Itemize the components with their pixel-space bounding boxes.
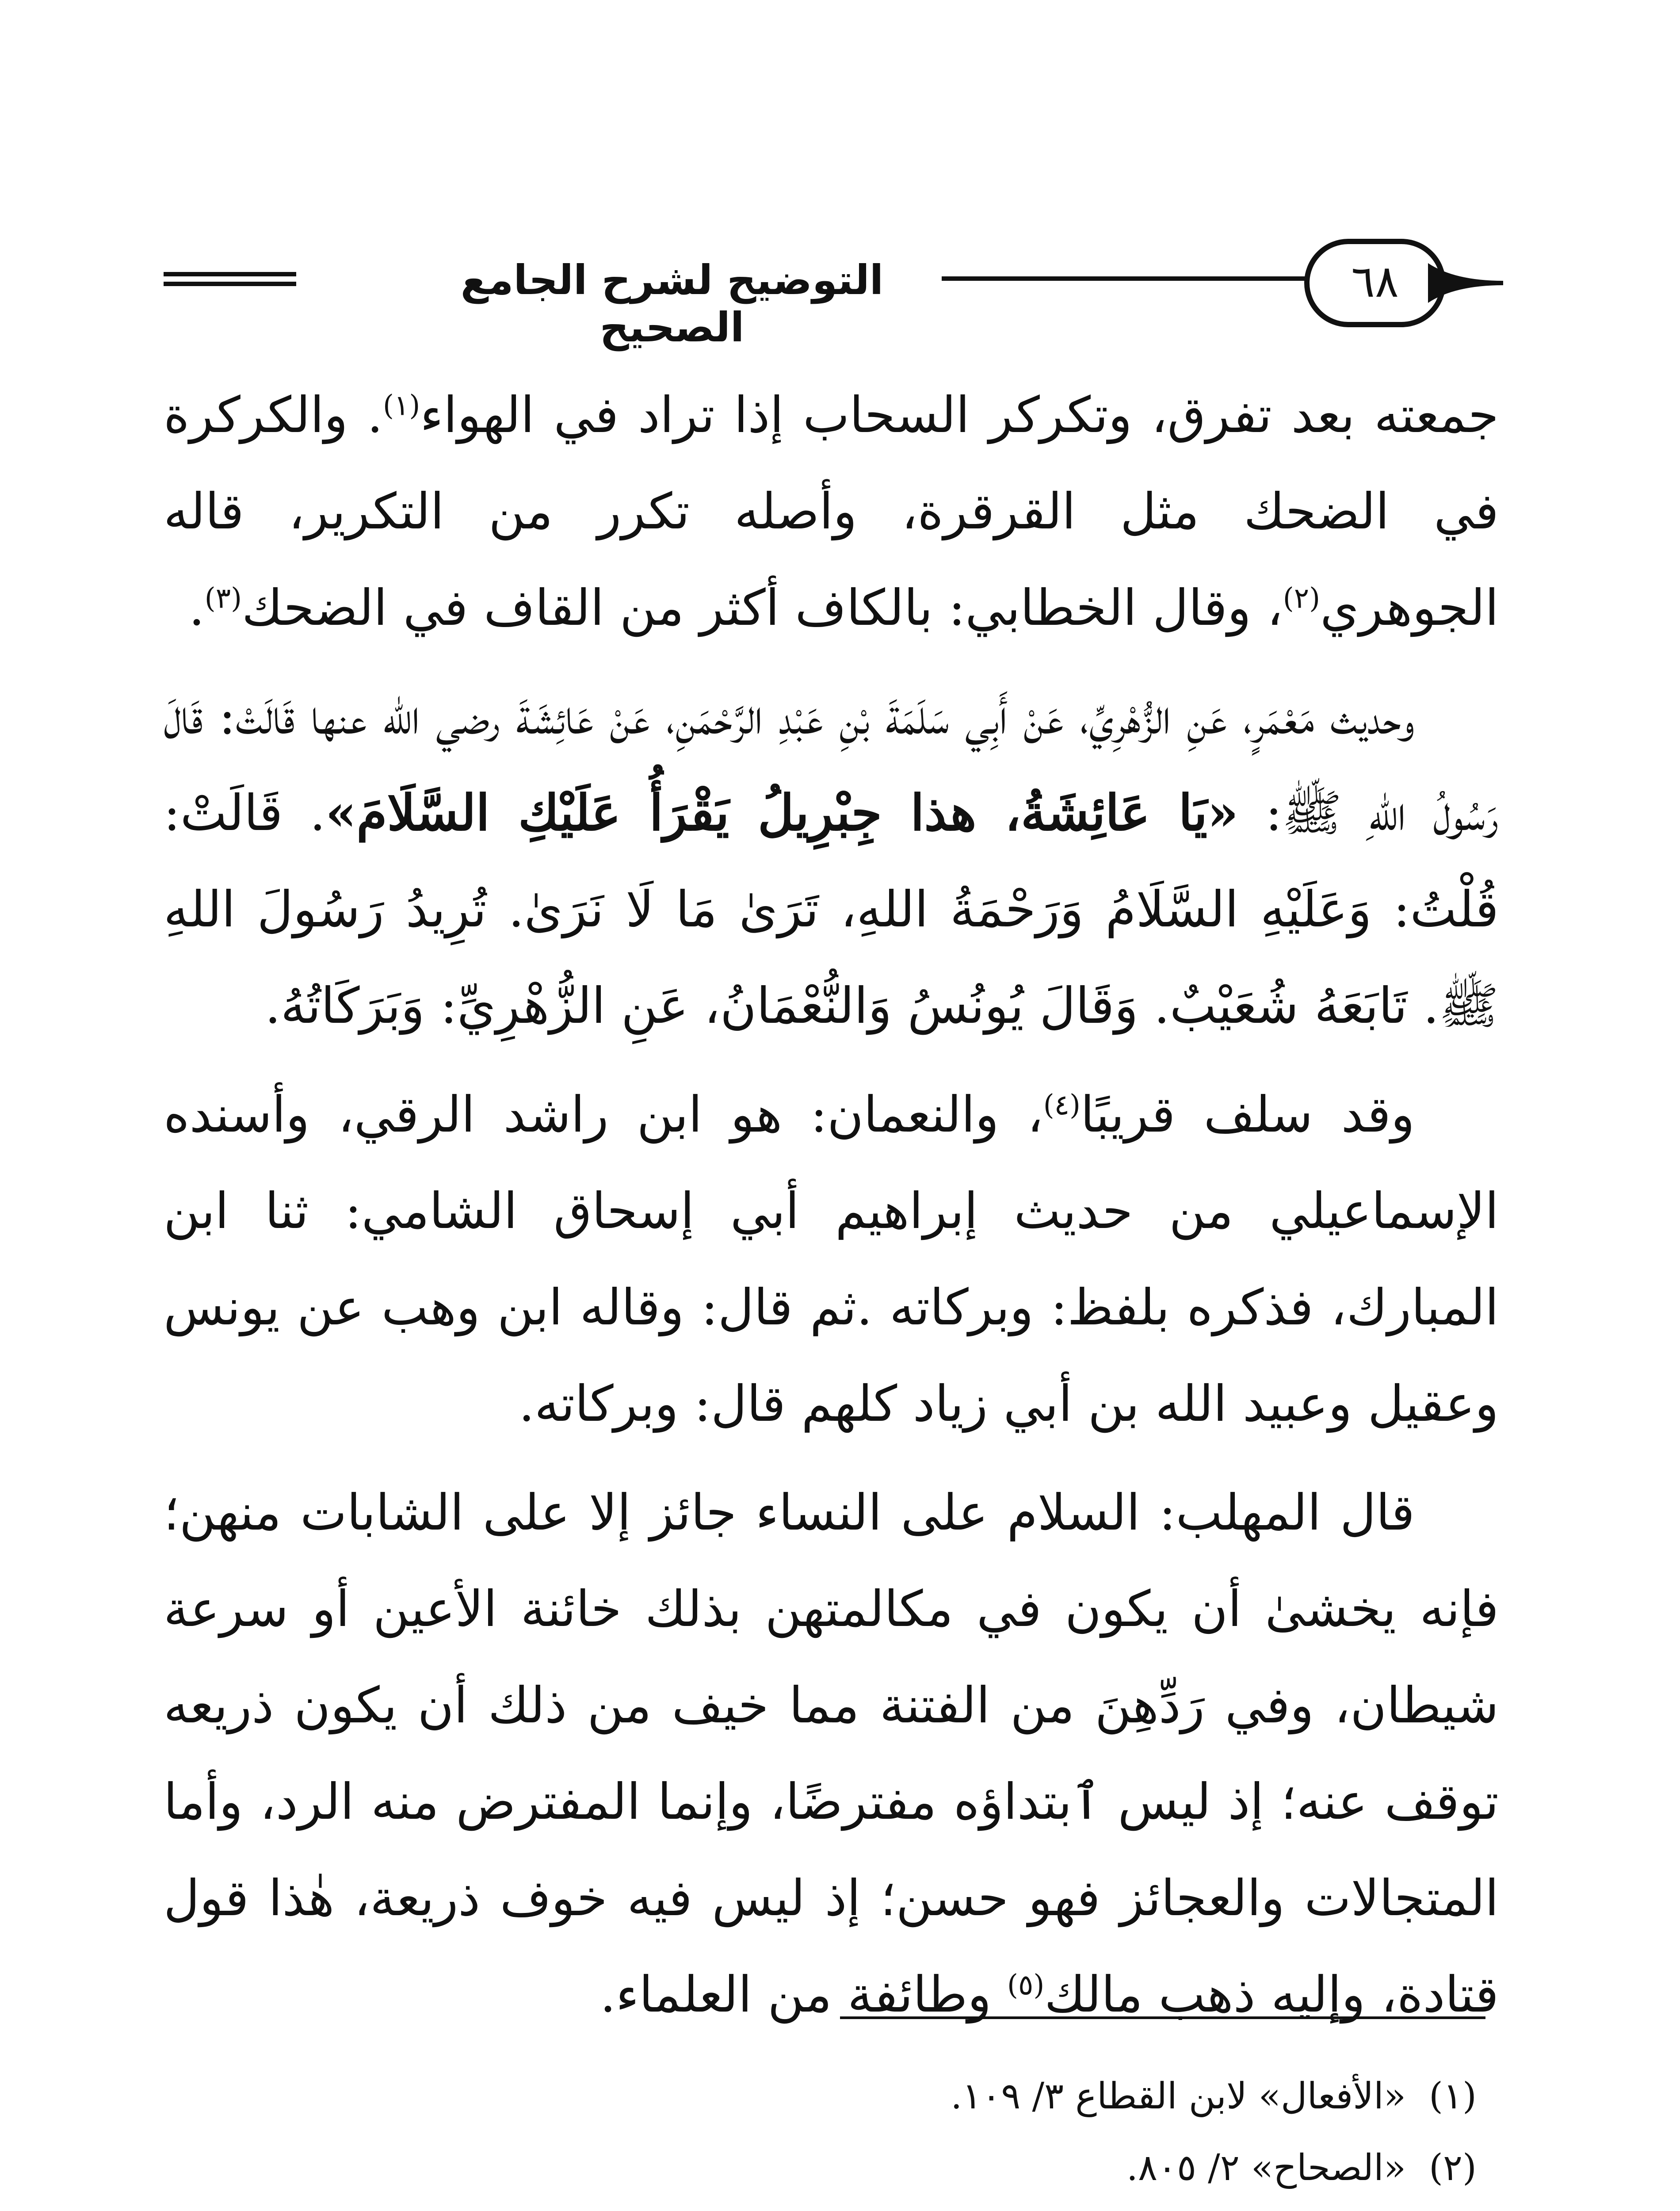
p2-text-2: . قَالَتْ: قُلْتُ: وَعَلَيْهِ السَّلَامُ وَرَحْمَةُ اللهِ، تَرَىٰ مَا لَا نَرَىٰ. تُرِيدُ رَسُولَ اللهِ ﷺ. تَابَعَهُ شُعَيْبٌ. وَقَالَ يُونُسُ وَالنُّعْمَانُ، عَنِ الزُّهْرِيِّ: وَبَرَكَاتُهُ. <box>164 784 1499 1035</box>
footnote-text <box>531 2204 1406 2211</box>
paragraph-3 <box>164 1067 1499 1452</box>
p3-text-2: ، والنعمان: هو ابن راشد الرقي، وأسنده الإسماعيلي من حديث إبراهيم أبي إسحاق الشامي: ثنا ابن المبارك، فذكره بلفظ: وبركاته .ثم قال: وقاله ابن وهب عن يونس وعقيل وعبيد الله بن أبي زياد كلهم قال: وبركاته. <box>164 1086 1499 1433</box>
p1-text-4: . <box>189 579 205 637</box>
header-ornament-icon <box>1428 254 1503 312</box>
header-rule-middle <box>942 276 1309 281</box>
paragraph-2-hadith <box>164 669 1499 1054</box>
footnote-3 <box>531 2204 1477 2211</box>
paragraph-4 <box>164 1465 1499 2043</box>
p3-text-1: وقد سلف قريبًا <box>1081 1086 1415 1144</box>
footnote-number: (١) <box>1428 2075 1477 2117</box>
p1-text-3: ، وقال الخطابي: بالكاف أكثر من القاف في الضحك <box>242 579 1283 637</box>
footnote-text: «الأفعال» لابن القطاع ٣/ ١٠٩. <box>951 2075 1406 2117</box>
p2-hadith-quote: «يَا عَائِشَةُ، هذا جِبْرِيلُ يَقْرَأُ عَلَيْكِ السَّلَامَ» <box>325 784 1239 842</box>
page-number: ٦٨ <box>1351 256 1399 307</box>
p2-text-1: وحديث مَعْمَرٍ، عَنِ الزُّهْرِيِّ، عَنْ أَبِي سَلَمَةَ بْنِ عَبْدِ الرَّحْمَنِ، عَنْ عَائِشَةَ رضي الله عنها قَالَتْ: قَالَ رَسُولُ اللهِ ﷺ: <box>164 688 1499 842</box>
footnote-number <box>1406 2204 1477 2211</box>
footnote-number: (٢) <box>1428 2147 1477 2189</box>
header-title: التوضيح لشرح الجامع الصحيح <box>460 256 884 351</box>
footnotes <box>531 2061 1477 2211</box>
p1-text-2: . والكركرة في الضحك مثل القرقرة، وأصله تكرر من التكرير، قاله الجوهري <box>164 386 1499 637</box>
running-header <box>155 230 1516 351</box>
p4-text-1: قال المهلب: السلام على النساء جائز إلا على الشابات منهن؛ فإنه يخشىٰ أن يكون في مكالمتهن بذلك خائنة الأعين أو سرعة شيطان، وفي رَدِّهِنَ من الفتنة مما خيف من ذلك أن يكون ذريعه توقف عنه؛ إذ ليس ٱبتداؤه مفترضًا، وإنما المفترض منه الرد، وأما المتجالات والعجائز فهو حسن؛ إذ ليس فيه خوف ذريعة، هٰذا قول قتادة، وإليه ذهب مالك <box>164 1484 1499 2024</box>
paragraph-1 <box>164 367 1499 656</box>
footnote-ref-1[interactable]: (١) <box>382 389 420 422</box>
main-text <box>164 367 1499 2055</box>
footnote-1 <box>531 2061 1477 2132</box>
footnote-ref-4[interactable]: (٤) <box>1043 1089 1081 1122</box>
footnote-text: «الصحاح» ٢/ ٨٠٥. <box>1126 2147 1406 2189</box>
page-number-badge <box>1304 239 1446 327</box>
footnote-divider <box>840 2016 1485 2019</box>
footnote-2 <box>531 2132 1477 2204</box>
p4-text-2: وطائفة من العلماء. <box>600 1966 1007 2024</box>
footnote-ref-5[interactable]: (٥) <box>1007 1969 1045 2002</box>
footnote-ref-3[interactable]: (٣) <box>204 582 242 615</box>
p1-text-1: جمعته بعد تفرق، وتكركر السحاب إذا تراد في الهواء <box>420 386 1499 444</box>
footnote-ref-2[interactable]: (٢) <box>1283 582 1321 615</box>
header-rule-left <box>164 272 296 286</box>
